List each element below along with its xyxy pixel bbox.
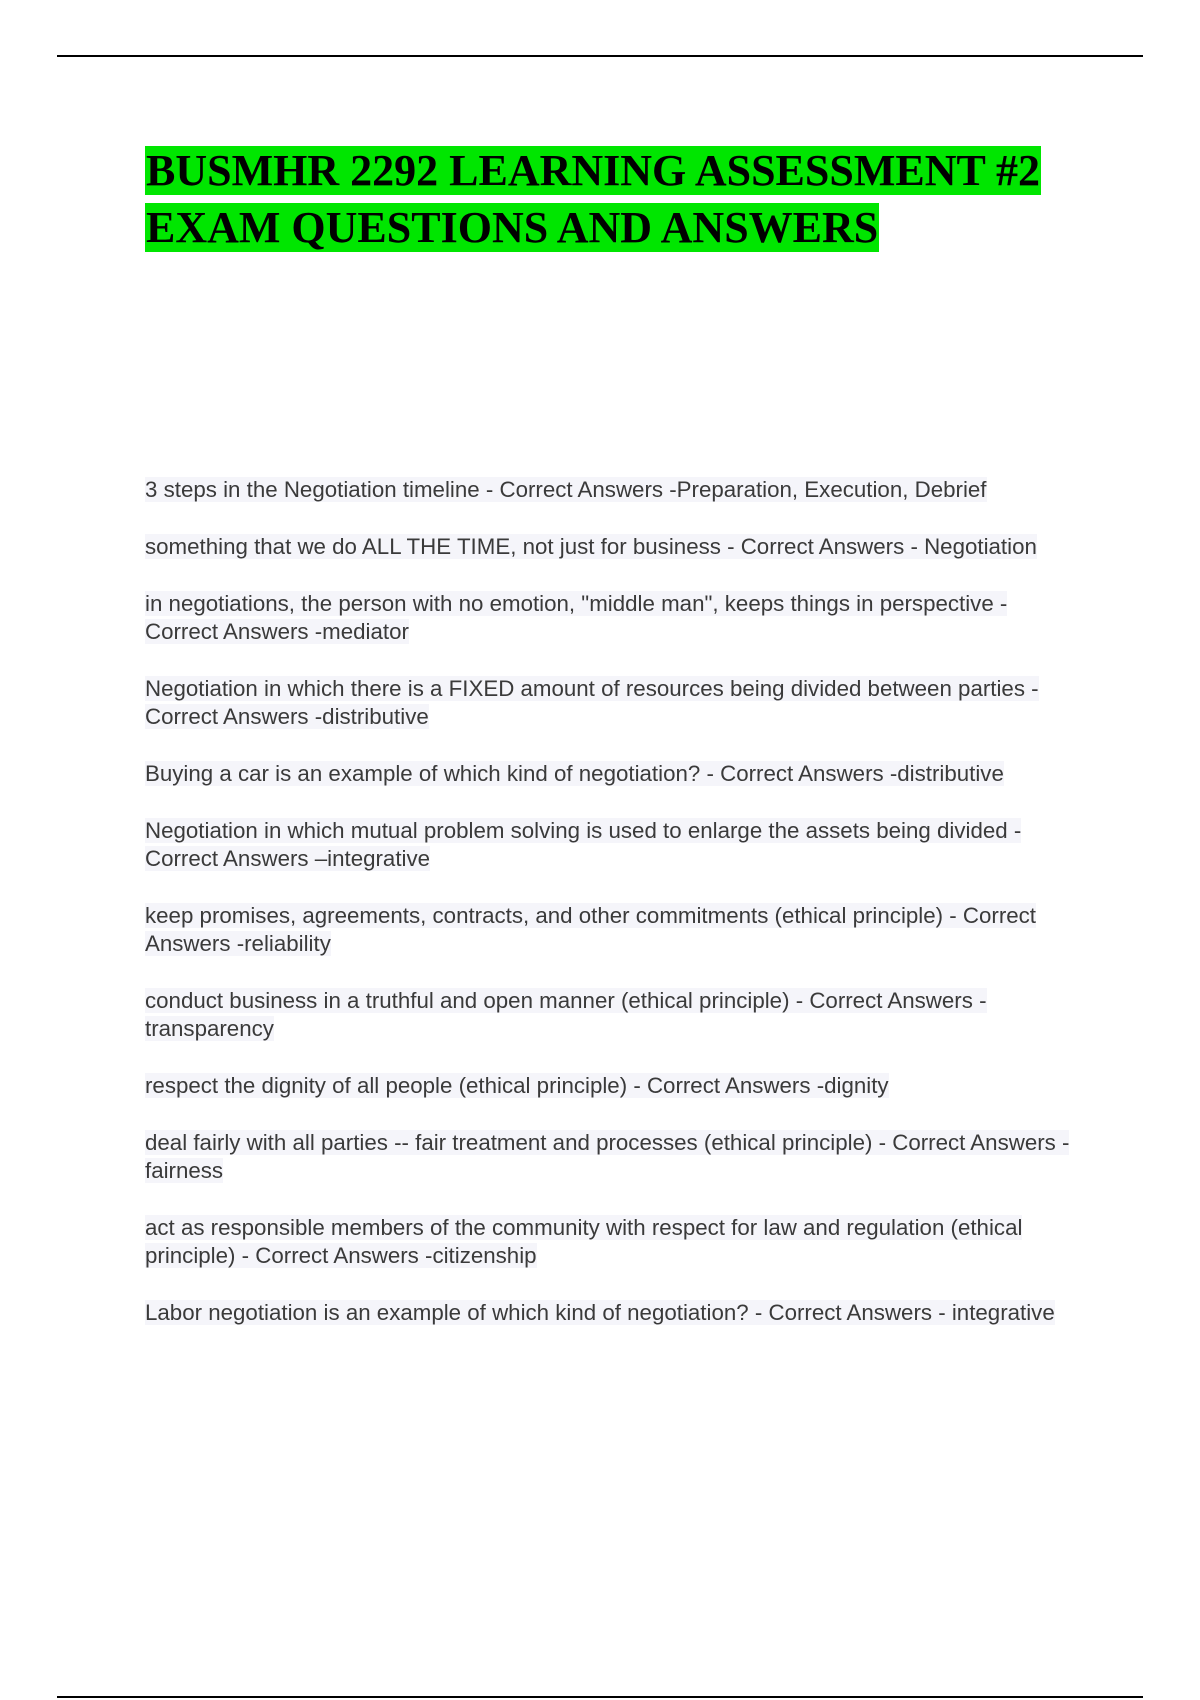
qa-item: respect the dignity of all people (ethical principle) - Correct Answers -dignity bbox=[145, 1073, 889, 1098]
qa-item: 3 steps in the Negotiation timeline - Correct Answers -Preparation, Execution, Debrief bbox=[145, 477, 987, 502]
qa-item: in negotiations, the person with no emotion, "middle man", keeps things in perspective - Correct Answers -mediator bbox=[145, 591, 1008, 644]
qa-list bbox=[145, 476, 1085, 1356]
qa-item: something that we do ALL THE TIME, not just for business - Correct Answers - Negotiation bbox=[145, 534, 1037, 559]
qa-item: conduct business in a truthful and open manner (ethical principle) - Correct Answers - transparency bbox=[145, 988, 987, 1041]
header-rule bbox=[57, 55, 1143, 57]
qa-item: keep promises, agreements, contracts, and other commitments (ethical principle) - Correct Answers -reliability bbox=[145, 903, 1036, 956]
qa-item: deal fairly with all parties -- fair treatment and processes (ethical principle) - Correct Answers -fairness bbox=[145, 1130, 1070, 1183]
qa-item: Labor negotiation is an example of which kind of negotiation? - Correct Answers - integrative bbox=[145, 1300, 1055, 1325]
document-title-text: BUSMHR 2292 LEARNING ASSESSMENT #2 EXAM QUESTIONS AND ANSWERS bbox=[146, 146, 1041, 252]
qa-item: Negotiation in which there is a FIXED amount of resources being divided between parties - Correct Answers -distributive bbox=[145, 676, 1039, 729]
qa-item: Negotiation in which mutual problem solving is used to enlarge the assets being divided - Correct Answers –integrative bbox=[145, 818, 1022, 871]
qa-item: Buying a car is an example of which kind of negotiation? - Correct Answers -distributive bbox=[145, 761, 1004, 786]
qa-item: act as responsible members of the community with respect for law and regulation (ethical principle) - Correct Answers -citizenship bbox=[145, 1215, 1023, 1268]
document-title bbox=[145, 142, 1105, 256]
footer-rule bbox=[57, 1696, 1143, 1698]
